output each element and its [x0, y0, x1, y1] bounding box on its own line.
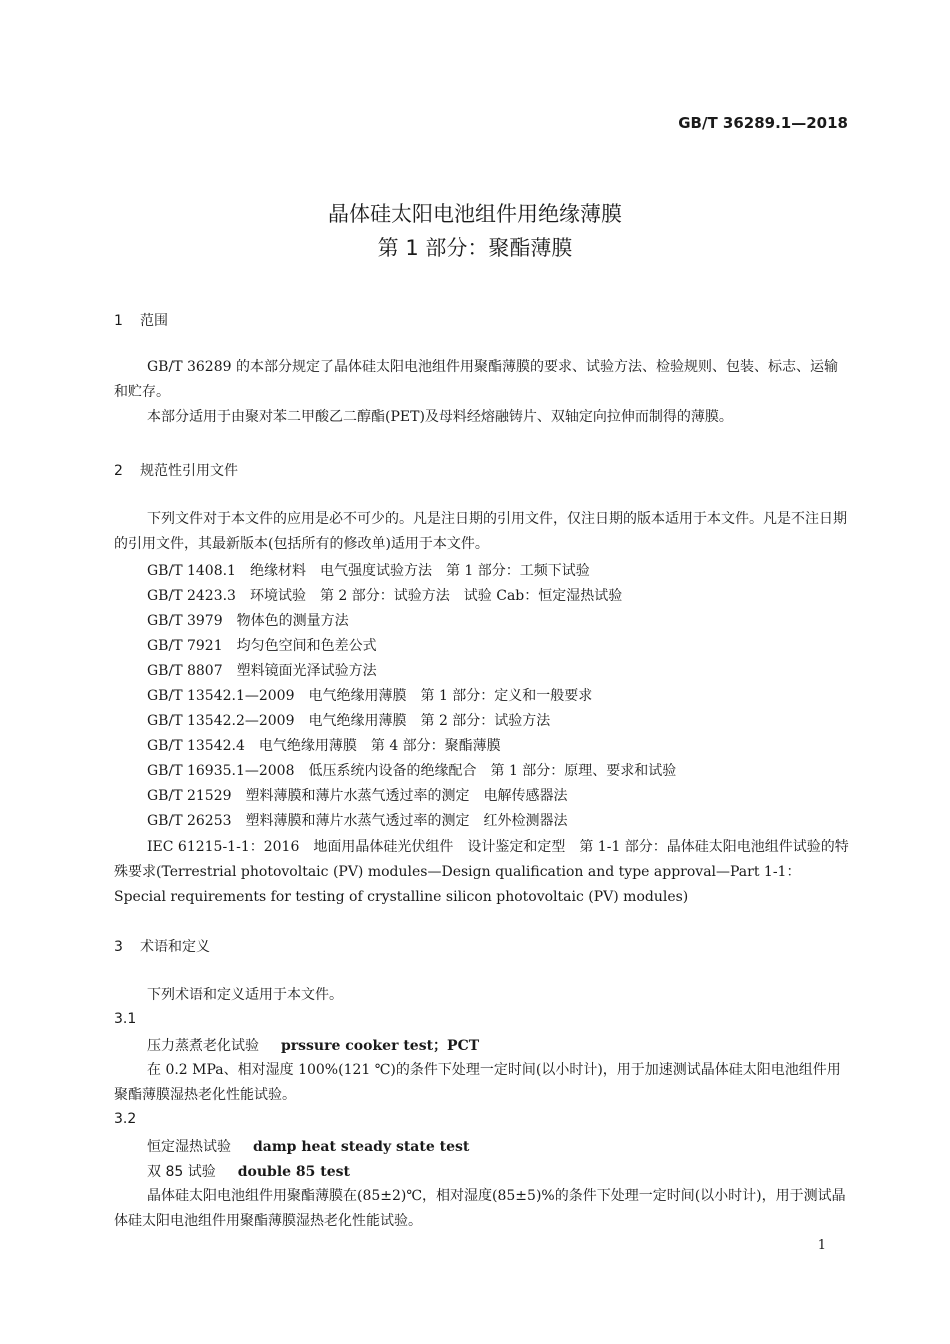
reference-title: 低压系统内设备的绝缘配合 第 1 部分：原理、要求和试验	[308, 763, 677, 779]
term-name-en: damp heat steady state test	[253, 1139, 470, 1155]
term-name	[147, 1136, 469, 1156]
term-definition: 晶体硅太阳电池组件用聚酯薄膜在(85±2)℃，相对湿度(85±5)%的条件下处理一定时间(以小时计)，用于测试晶体硅太阳电池组件用聚酯薄膜湿热老化性能试验。	[114, 1188, 846, 1229]
reference-title: 绝缘材料 电气强度试验方法 第 1 部分：工频下试验	[249, 563, 590, 579]
reference-title: 电气绝缘用薄膜 第 1 部分：定义和一般要求	[308, 688, 593, 704]
section-2-intro: 下列文件对于本文件的应用是必不可少的。凡是注日期的引用文件，仅注日期的版本适用于本文件。凡是不注日期的引用文件，其最新版本(包括所有的修改单)适用于本文件。	[114, 511, 847, 552]
reference-item	[147, 785, 568, 805]
section-number: 2	[114, 463, 123, 479]
reference-title: 塑料薄膜和薄片水蒸气透过率的测定 红外检测器法	[245, 813, 568, 829]
section-1-heading	[114, 310, 168, 330]
reference-title: 塑料薄膜和薄片水蒸气透过率的测定 电解传感器法	[245, 788, 568, 804]
reference-title: 环境试验 第 2 部分：试验方法 试验 Cab：恒定湿热试验	[249, 588, 623, 604]
reference-item	[147, 685, 592, 705]
reference-item	[147, 760, 676, 780]
doc-title-line2: 第 1 部分：聚酯薄膜	[377, 236, 573, 260]
reference-code: GB/T 21529	[147, 788, 232, 804]
section-1-paragraph-1: GB/T 36289 的本部分规定了晶体硅太阳电池组件用聚酯薄膜的要求、试验方法、检验规则、包装、标志、运输和贮存。	[114, 359, 838, 400]
reference-item	[147, 810, 568, 830]
section-3-heading	[114, 936, 210, 956]
term-number: 3.2	[114, 1111, 137, 1127]
reference-code: GB/T 8807	[147, 663, 223, 679]
reference-code: GB/T 7921	[147, 638, 223, 654]
term-definition: 在 0.2 MPa、相对湿度 100%(121 ℃)的条件下处理一定时间(以小时计)，用于加速测试晶体硅太阳电池组件用聚酯薄膜湿热老化性能试验。	[114, 1062, 841, 1103]
section-title: 规范性引用文件	[140, 463, 238, 479]
section-title: 术语和定义	[140, 939, 210, 955]
term-alt-name	[147, 1161, 350, 1181]
reference-code: GB/T 1408.1	[147, 563, 236, 579]
term-name-cn: 恒定湿热试验	[147, 1139, 231, 1155]
reference-title: 电气绝缘用薄膜 第 4 部分：聚酯薄膜	[258, 738, 501, 754]
reference-item	[147, 660, 377, 680]
reference-title: 物体色的测量方法	[236, 613, 349, 629]
reference-code: GB/T 13542.1—2009	[147, 688, 295, 704]
reference-code: GB/T 2423.3	[147, 588, 236, 604]
reference-code: GB/T 13542.4	[147, 738, 245, 754]
term-name	[147, 1035, 479, 1055]
iec-reference: IEC 61215-1-1：2016 地面用晶体硅光伏组件 设计鉴定和定型 第 1-1 部分：晶体硅太阳电池组件试验的特殊要求(Terrestrial photovoltaic (PV) modules—Design qualification and type approval—Part 1-1：Special requirements for testing of crystalline silicon photovoltaic (PV) modules)	[114, 839, 849, 905]
reference-item	[147, 560, 590, 580]
section-number: 1	[114, 313, 123, 329]
reference-item	[147, 585, 622, 605]
section-1-paragraph-2: 本部分适用于由聚对苯二甲酸乙二醇酯(PET)及母料经熔融铸片、双轴定向拉伸而制得的薄膜。	[147, 409, 733, 425]
reference-title: 均匀色空间和色差公式	[236, 638, 377, 654]
reference-title: 电气绝缘用薄膜 第 2 部分：试验方法	[308, 713, 551, 729]
reference-code: GB/T 13542.2—2009	[147, 713, 295, 729]
term-number: 3.1	[114, 1011, 137, 1027]
term-alt-name-en: double 85 test	[237, 1164, 350, 1180]
section-number: 3	[114, 939, 123, 955]
standard-code: GB/T 36289.1—2018	[678, 114, 848, 132]
term-alt-name-cn: 双 85 试验	[147, 1164, 216, 1180]
page-number: 1	[817, 1238, 826, 1253]
section-title: 范围	[140, 313, 168, 329]
term-name-cn: 压力蒸煮老化试验	[147, 1038, 259, 1054]
reference-item	[147, 610, 349, 630]
term-name-en: prssure cooker test；PCT	[281, 1038, 480, 1054]
reference-item	[147, 735, 501, 755]
doc-title-line1: 晶体硅太阳电池组件用绝缘薄膜	[328, 202, 622, 226]
section-2-heading	[114, 460, 238, 480]
reference-code: GB/T 16935.1—2008	[147, 763, 295, 779]
reference-item	[147, 710, 550, 730]
reference-title: 塑料镜面光泽试验方法	[236, 663, 377, 679]
reference-item	[147, 635, 377, 655]
reference-code: GB/T 26253	[147, 813, 232, 829]
reference-code: GB/T 3979	[147, 613, 223, 629]
section-3-intro: 下列术语和定义适用于本文件。	[147, 987, 343, 1003]
